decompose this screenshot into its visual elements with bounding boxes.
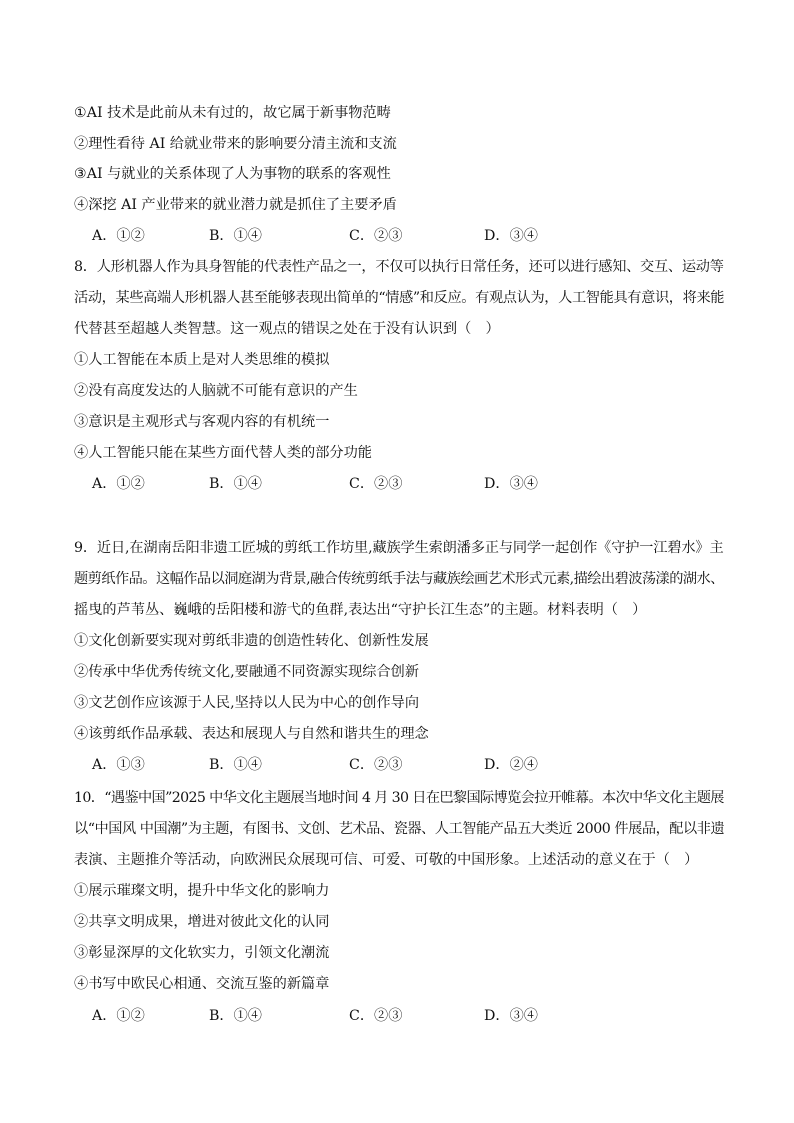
q9-stem-line-3: 摇曳的芦苇丛、巍峨的岳阳楼和游弋的鱼群,表达出“守护长江生态”的主题。材料表明（ ） [74,602,647,618]
q7-item-3: ③AI 与就业的关系体现了人为事物的联系的客观性 [74,166,391,182]
q7-option-c: C．②③ [349,228,403,244]
q10-option-a: A．①② [92,1008,145,1024]
q10-options [92,1006,692,1026]
q7-option-b: B．①④ [209,228,262,244]
q10-item-3: ③彰显深厚的文化软实力，引领文化潮流 [74,945,330,961]
q9-option-c: C．②③ [349,757,403,773]
q9-option-a: A．①③ [92,757,145,773]
q9-option-d: D．②④ [484,757,538,773]
q7-item-4: ④深挖 AI 产业带来的就业潜力就是抓住了主要矛盾 [74,197,397,213]
q10-option-b: B．①④ [209,1008,262,1024]
q7-item-1: ①AI 技术是此前从未有过的，故它属于新事物范畴 [74,105,391,121]
q8-option-b: B．①④ [209,476,262,492]
q10-item-2: ②共享文明成果，增进对彼此文化的认同 [74,914,330,930]
q10-stem-line-1: 10．“遇鉴中国”2025 中华文化主题展当地时间 4 月 30 日在巴黎国际博览会拉开帷幕。本次中华文化主题展 [74,790,724,806]
q9-item-3: ③文艺创作应该源于人民,坚持以人民为中心的创作导向 [74,695,420,711]
q10-option-d: D．③④ [484,1008,538,1024]
q8-item-4: ④人工智能只能在某些方面代替人类的部分功能 [74,445,372,461]
q10-option-c: C．②③ [349,1008,403,1024]
q8-option-c: C．②③ [349,476,403,492]
q8-option-a: A．①② [92,476,145,492]
q7-option-a: A．①② [92,228,145,244]
q9-option-b: B．①④ [209,757,262,773]
q8-stem-line-3: 代替甚至超越人类智慧。这一观点的错误之处在于没有认识到（ ） [74,321,500,337]
q10-item-4: ④书写中欧民心相通、交流互鉴的新篇章 [74,976,330,992]
q9-item-1: ①文化创新要实现对剪纸非遗的创造性转化、创新性发展 [74,633,429,649]
q10-item-1: ①展示璀璨文明，提升中华文化的影响力 [74,883,330,899]
q9-stem-line-1: 9．近日,在湖南岳阳非遗工匠城的剪纸工作坊里,藏族学生索朗潘多正与同学一起创作《守护一江碧水》主 [74,540,724,556]
q7-options [92,226,692,246]
q7-option-d: D．③④ [484,228,538,244]
q10-stem-line-3: 表演、主题推介等活动，向欧洲民众展现可信、可爱、可敬的中国形象。上述活动的意义在于（ ） [74,852,699,868]
q8-options [92,474,692,494]
q9-item-2: ②传承中华优秀传统文化,要融通不同资源实现综合创新 [74,664,420,680]
q10-stem-line-2: 以“中国风 中国潮”为主题，有图书、文创、艺术品、瓷器、人工智能产品五大类近 2000 件展品，配以非遗 [74,821,725,837]
q8-item-1: ①人工智能在本质上是对人类思维的模拟 [74,352,330,368]
q7-item-2: ②理性看待 AI 给就业带来的影响要分清主流和支流 [74,136,397,152]
q9-options [92,755,692,775]
q8-stem-line-2: 活动，某些高端人形机器人甚至能够表现出简单的“情感”和反应。有观点认为，人工智能具有意识，将来能 [74,290,725,306]
q8-option-d: D．③④ [484,476,538,492]
q8-item-2: ②没有高度发达的人脑就不可能有意识的产生 [74,383,358,399]
q8-stem-line-1: 8．人形机器人作为具身智能的代表性产品之一，不仅可以执行日常任务，还可以进行感知、交互、运动等 [74,259,724,275]
q9-item-4: ④该剪纸作品承载、表达和展现人与自然和谐共生的理念 [74,726,429,742]
q9-stem-line-2: 题剪纸作品。这幅作品以洞庭湖为背景,融合传统剪纸手法与藏族绘画艺术形式元素,描绘出碧波荡漾的湖水、 [74,571,724,587]
q8-item-3: ③意识是主观形式与客观内容的有机统一 [74,414,330,430]
